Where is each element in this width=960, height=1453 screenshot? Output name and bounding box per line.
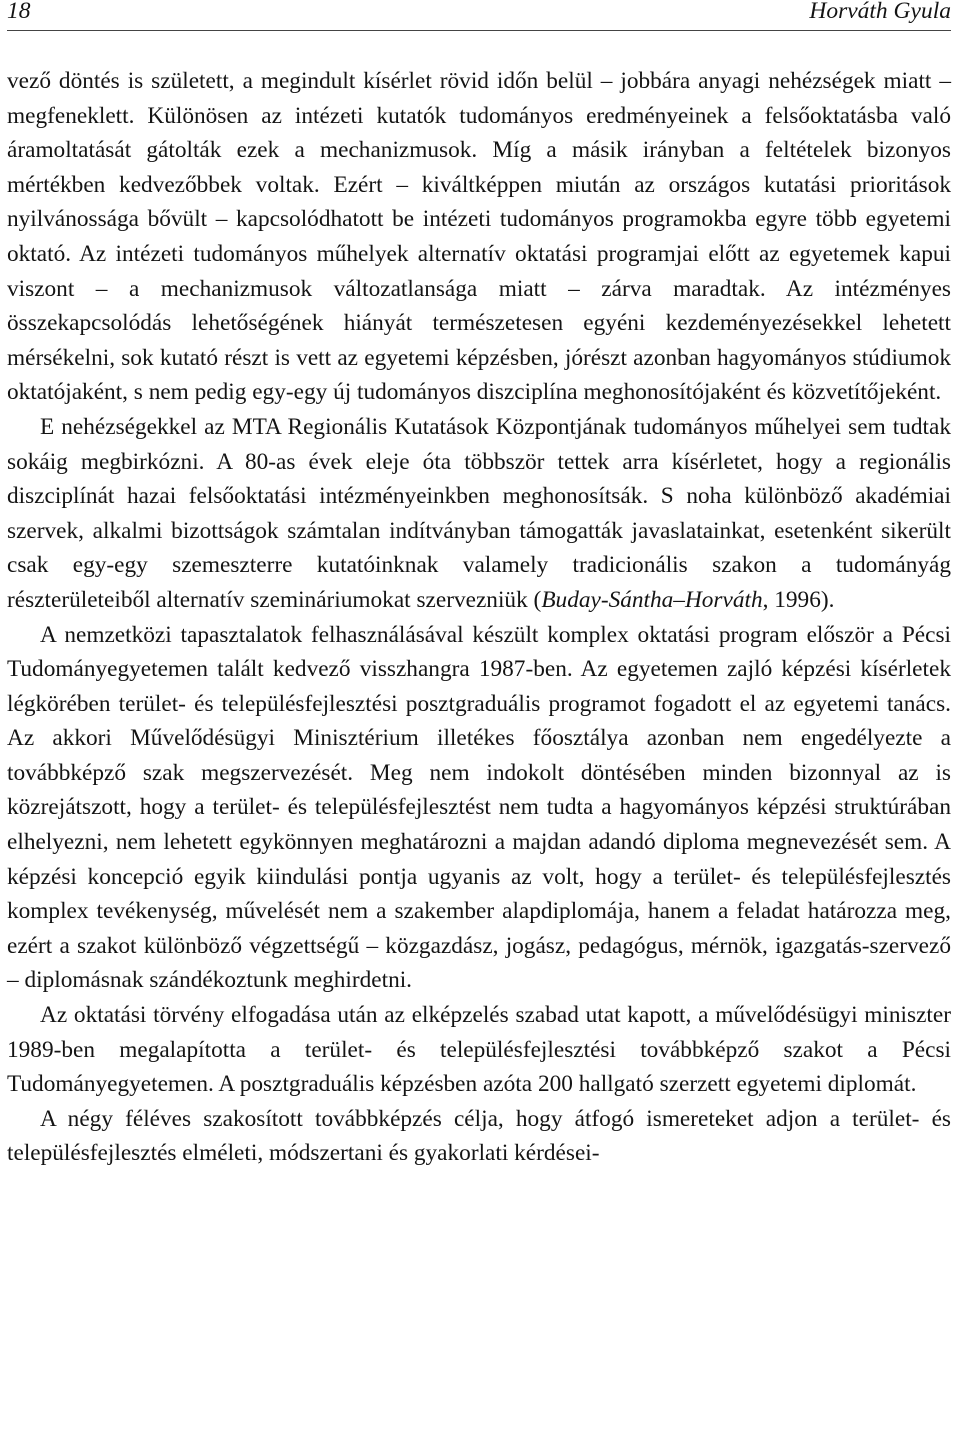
page-header [7,0,951,31]
body-text [7,64,951,1171]
page-number: 18 [7,0,31,24]
citation: Buday-Sántha–Horváth [541,586,763,613]
paragraph-1-text: vező döntés is született, a megindult kísérlet rövid időn belül – jobbára anyagi nehézségek miatt – megfeneklett. Különösen az intézeti kutatók tudományos eredményeinek a felsőoktatásba való áramoltatását gátolták ezek a mechanizmusok. Míg a másik irányban a feltételek bizonyos mértékben kedvezőbbek voltak. Ezért – kiváltképpen miután az országos kutatási prioritások nyilvánossága bővült – kapcsolódhatott be intézeti tudományos programokba egyre több egyetemi oktató. Az intézeti tudományos műhelyek alternatív oktatási programjai előtt az egyetemek kapui viszont – a mechanizmusok változatlansága miatt – zárva maradtak. Az intézményes összekapcsolódás lehetőségének hiányát természetesen egyéni kezdeményezésekkel lehetett mérsékelni, sok kutató részt is vett az egyetemi képzésben, jórészt azonban hagyományos stúdiumok oktatójaként, s nem pedig egy-egy új tudományos diszciplína meghonosítójaként és közvetítőjeként. [7,68,951,406]
paragraph-5 [7,1102,951,1171]
paragraph-2-text: E nehézségekkel az MTA Regionális Kutatások Központjának tudományos műhelyei sem tudtak sokáig megbirkózni. A 80-as évek eleje óta többször tettek arra kísérletet, hogy a regionális diszciplínát hazai felsőoktatási intézményeinkben meghonosítsák. S noha különböző akadémiai szervek, alkalmi bizottságok számtalan indítványban támogatták javaslatainkat, esetenként sikerült csak egy-egy szemeszterre kutatóinknak valamely tradicionális szakon a tudományág részterületeiből alternatív szemináriumokat szervezniük ( [7,413,951,613]
paragraph-3-text: A nemzetközi tapasztalatok felhasználásával készült komplex oktatási program először a Pécsi Tudományegyetemen talált kedvező visszhangra 1987-ben. Az egyetemen zajló képzési kísérletek légkörében terület- és településfejlesztési posztgraduális programot fogadott el az egyetemi tanács. Az akkori Művelődésügyi Minisztérium illetékes főosztálya azonban nem engedélyezte a továbbképző szak megszervezését. Meg nem indokolt döntésében minden bizonnyal az is közrejátszott, hogy a terület- és településfejlesztést nem tudta a hagyományos képzési struktúrában elhelyezni, nem lehetett egykönnyen meghatározni a majdan adandó diploma megnevezését sem. A képzési koncepció egyik kiindulási pontja ugyanis az volt, hogy a terület- és településfejlesztés komplex tevékenység, művelését nem a szakember alapdiplomája, hanem a feladat határozza meg, ezért a szakot különböző végzettségű – közgazdász, jogász, pedagógus, mérnök, igazgatás-szervező – diplomásnak szándékoztunk meghirdetni. [7,621,951,994]
paragraph-1 [7,64,951,410]
paragraph-4 [7,998,951,1102]
paragraph-2 [7,410,951,618]
paragraph-5-text: A négy féléves szakosított továbbképzés célja, hogy átfogó ismereteket adjon a terület- és településfejlesztés elméleti, módszertani és gyakorlati kérdései- [7,1105,951,1167]
running-title: Horváth Gyula [809,0,951,24]
citation-year: , 1996). [762,586,835,613]
paragraph-4-text: Az oktatási törvény elfogadása után az elképzelés szabad utat kapott, a művelődésügyi miniszter 1989-ben megalapította a terület- és településfejlesztési továbbképző szakot a Pécsi Tudományegyetemen. A posztgraduális képzésben azóta 200 hallgató szerzett egyetemi diplomát. [7,1002,951,1098]
paragraph-3 [7,618,951,999]
